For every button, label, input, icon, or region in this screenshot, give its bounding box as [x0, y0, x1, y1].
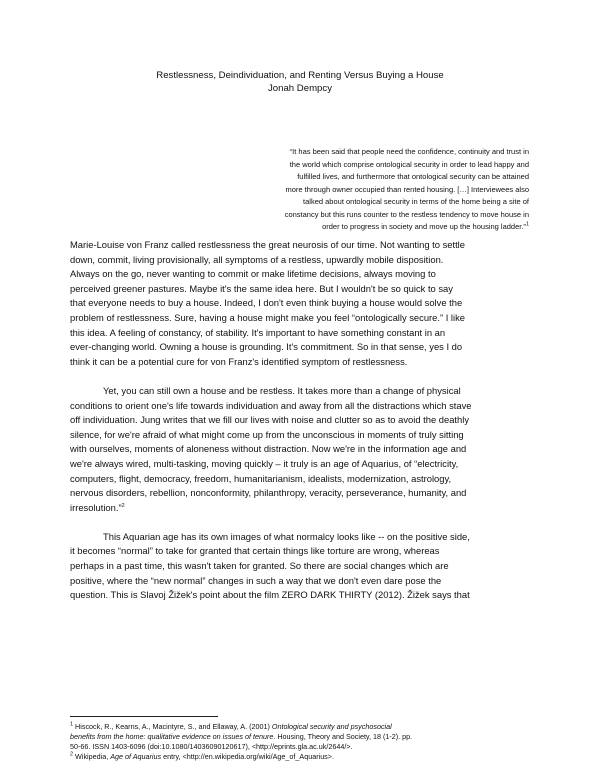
footnote-1-text: Hiscock, R., Kearns, A., Macintyre, S., and Ellaway, A. (2001)	[73, 722, 272, 731]
quote-line: “It has been said that people need the confidence, continuity and trust in	[289, 147, 529, 156]
document-title: Restlessness, Deindividuation, and Renting Versus Buying a House	[156, 70, 444, 81]
text-line: perceived greener pastures. Maybe it's the same idea here. But I wouldn't be so quick to say	[70, 282, 453, 294]
text-line: positive, where the “new normal” changes in such a way that we don't even dare pose the	[70, 574, 442, 586]
quote-line: constancy but this runs counter to the restless tendency to move house in	[284, 209, 529, 219]
text-line: This Aquarian age has its own images of what normalcy looks like -- on the positive side,	[103, 530, 470, 542]
text-line: this idea. A feeling of constancy, of stability. It's important to have something constant in an	[70, 326, 446, 338]
body-text	[70, 238, 548, 603]
text-line: problem of restlessness. Sure, having a house might make you feel “ontologically secure.” I like	[70, 311, 465, 323]
footnote-1-mark: 1	[70, 721, 74, 728]
text-line-last	[70, 501, 548, 516]
footnote-ref-2[interactable]: 2	[121, 502, 125, 509]
text-line: nervous disorders, rebellion, nonconformity, philanthropy, veracity, perseverance, humanity, and	[70, 487, 467, 499]
quote-line: fulfilled lives, and furthermore that ontological security can be attained	[297, 172, 529, 181]
text-line: with ourselves, moments of aloneness without distraction. Now we're in the information age and	[70, 443, 467, 455]
footnote-2-italic: Age of Aquarius	[110, 752, 162, 761]
footnote-separator	[70, 716, 218, 717]
footnote-ref-1[interactable]: 1	[525, 221, 529, 228]
quote-line: talked about ontological security in terms of the home being a site of	[303, 197, 529, 206]
quote-line: more through owner occupied than rented housing. […] Interviewees also	[285, 184, 529, 194]
footnote-1-line-1	[70, 722, 540, 732]
paragraph-2	[70, 384, 548, 515]
paragraph-1	[70, 238, 548, 369]
text-line: ever-changing world. Owning a house is grounding. It's commitment. So in that sense, yes I do	[70, 341, 463, 353]
text-line: think it can be a potential cure for von Franz's identified symptom of restlessness.	[70, 355, 408, 367]
text-line: Always on the go, never wanting to commit or make lifetime decisions, always moving to	[70, 268, 436, 280]
text-line: perhaps in a past time, this wasn't taken for granted. So there are social changes which are	[70, 560, 449, 572]
footnote-1-italic: Ontological security and psychosocial	[271, 722, 392, 731]
text-line: we're always wired, multi-tasking, moving quickly – it truly is an age of Aquarius, of “electricity,	[70, 457, 459, 469]
footnote-1-line-3[interactable]: 50-66. ISSN 1403-6096 (doi:10.1080/14036090120617), <http://eprints.gla.ac.uk/2644/>.	[70, 742, 353, 751]
footnote-2	[70, 752, 540, 762]
footnote-2-link[interactable]: entry, <http://en.wikipedia.org/wiki/Age_of_Aquarius>.	[161, 752, 334, 761]
footnote-1-italic-2: benefits from the home: qualitative evidence on issues of tenure	[70, 732, 274, 741]
text-line: computers, flight, democracy, freedom, humanitarianism, idealists, modernization, astrology,	[70, 472, 452, 484]
text-line: down, commit, living provisionally, all symptoms of a restless, upwardly mobile disposition.	[70, 253, 444, 265]
author-name: Jonah Dempcy	[268, 83, 332, 94]
text-line: Yet, you can still own a house and be restless. It takes more than a change of physical	[103, 384, 461, 396]
text-line: that everyone needs to buy a house. Indeed, I don't even think buying a house would solve the	[70, 297, 463, 309]
text-line: conditions to orient one's life towards individuation and away from all the distractions which stave	[70, 399, 472, 411]
paragraph-3	[70, 530, 548, 603]
text-line: it becomes “normal” to take for granted that certain things like torture are wrong, whereas	[70, 545, 440, 557]
epigraph-quote	[214, 146, 529, 234]
text-line: off individuation. Jung writes that we fill our lives with noise and clutter so as to avoid the deathly	[70, 414, 470, 426]
footnote-1-line-2	[70, 732, 540, 742]
text-line: question. This is Slavoj Žižek's point about the film ZERO DARK THIRTY (2012). Žižek says that	[70, 589, 470, 601]
footnotes	[70, 722, 540, 762]
quote-line-last	[214, 221, 529, 234]
text-line: silence, for we're afraid of what might come up from the unconscious in moments of truly sitting	[70, 428, 464, 440]
footnote-2-mark: 2	[70, 751, 74, 758]
footnote-1-text-2: . Housing, Theory and Society, 18 (1-2). pp.	[273, 732, 413, 741]
quote-line: the world which comprise ontological security in order to lead happy and	[289, 159, 529, 169]
footnote-2-text: Wikipedia,	[73, 752, 111, 761]
quote-line: order to progress in society and move up the housing ladder.”	[322, 222, 526, 231]
text-line: Marie-Louise von Franz called restlessness the great neurosis of our time. Not wanting to settle	[70, 239, 465, 250]
text-line: irresolution.”	[70, 501, 122, 513]
